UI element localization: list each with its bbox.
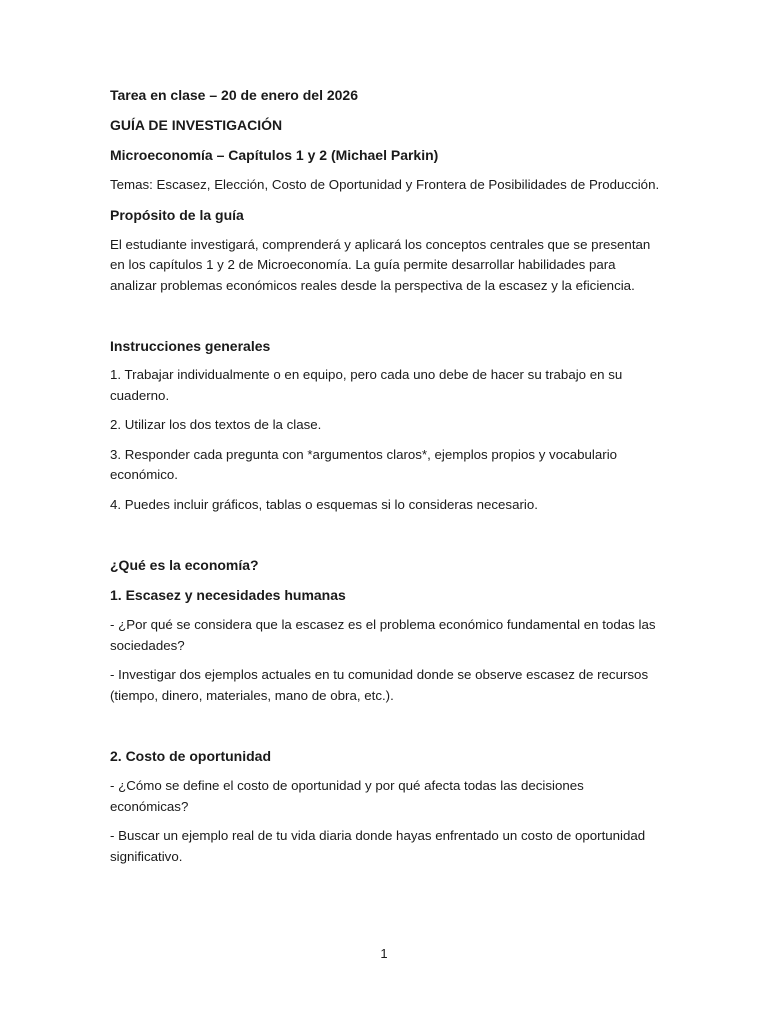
section1-heading: 1. Escasez y necesidades humanas	[110, 587, 346, 603]
section2-heading: 2. Costo de oportunidad	[110, 748, 271, 764]
instruction-item-1: 1. Trabajar individualmente o en equipo, pero cada uno debe de hacer su trabajo en su cuaderno.	[110, 367, 623, 403]
guide-title: GUÍA DE INVESTIGACIÓN	[110, 117, 283, 133]
section2-question-1: - ¿Cómo se define el costo de oportunidad y por qué afecta todas las decisiones económicas?	[110, 778, 584, 814]
topics-text: Temas: Escasez, Elección, Costo de Oportunidad y Frontera de Posibilidades de Producción.	[110, 177, 660, 192]
course-subtitle: Microeconomía – Capítulos 1 y 2 (Michael Parkin)	[110, 147, 439, 163]
assignment-date-heading: Tarea en clase – 20 de enero del 2026	[110, 87, 359, 103]
purpose-heading: Propósito de la guía	[110, 206, 244, 223]
section1-question-1: - ¿Por qué se considera que la escasez es el problema económico fundamental en todas las sociedades?	[110, 617, 656, 653]
instruction-item-4: 4. Puedes incluir gráficos, tablas o esquemas si lo consideras necesario.	[110, 496, 538, 512]
section1-question-2: - Investigar dos ejemplos actuales en tu comunidad donde se observe escasez de recursos (tiempo, dinero, materiales, mano de obra, etc.).	[110, 667, 649, 703]
document-page	[110, 85, 662, 867]
page-number: 1	[380, 946, 388, 961]
section2-question-2: - Buscar un ejemplo real de tu vida diaria donde hayas enfrentado un costo de oportunidad significativo.	[110, 828, 646, 864]
instruction-item-3: 3. Responder cada pregunta con *argumentos claros*, ejemplos propios y vocabulario económico.	[110, 446, 618, 482]
economy-heading: ¿Qué es la economía?	[110, 557, 259, 573]
purpose-text: El estudiante investigará, comprenderá y aplicará los conceptos centrales que se presentan en los capítulos 1 y 2 de Microeconomía. La guía permite desarrollar habilidades para analizar problemas económicos reales desde la perspectiva de la escasez y la eficiencia.	[110, 236, 651, 293]
instructions-heading: Instrucciones generales	[110, 338, 271, 354]
instruction-item-2: 2. Utilizar los dos textos de la clase.	[110, 417, 322, 432]
